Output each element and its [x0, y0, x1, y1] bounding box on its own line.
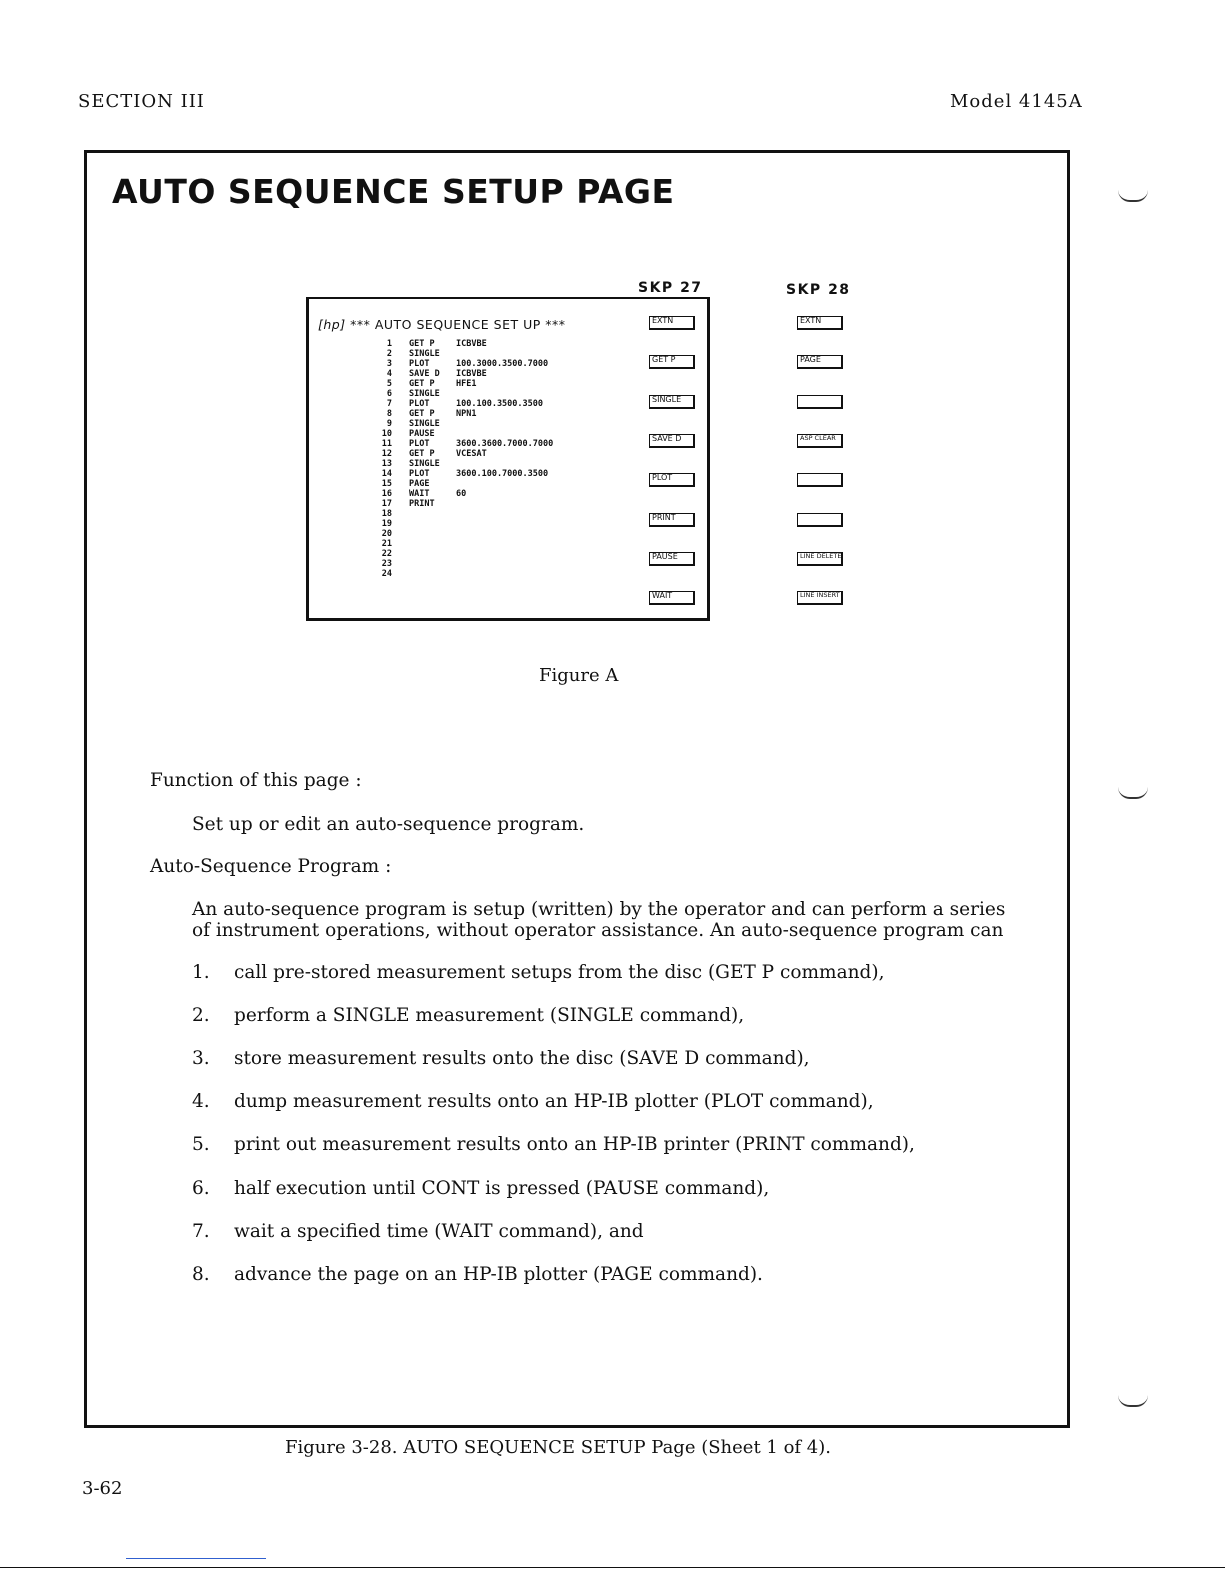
- margin-mark: [1118, 1395, 1148, 1407]
- skp27-softkey[interactable]: PLOT: [649, 473, 695, 487]
- list-item: [192, 1178, 769, 1199]
- program-line: [364, 489, 553, 499]
- function-text: Set up or edit an auto-sequence program.: [192, 814, 585, 835]
- list-item: [192, 1048, 810, 1069]
- page-number: 3-62: [82, 1478, 123, 1499]
- skp28-softkey[interactable]: [797, 395, 843, 409]
- list-item-text: perform a SINGLE measurement (SINGLE command),: [234, 1005, 745, 1026]
- skp27-softkey[interactable]: SAVE D: [649, 434, 695, 448]
- line-number: 13: [381, 459, 392, 469]
- list-item-text: half execution until CONT is pressed (PAUSE command),: [234, 1178, 770, 1199]
- list-item: [192, 962, 884, 983]
- list-item-text: store measurement results onto the disc (SAVE D command),: [234, 1048, 810, 1069]
- line-argument: 100.3000.3500.7000: [456, 359, 549, 369]
- program-line: [364, 549, 553, 559]
- line-command: PLOT: [409, 359, 430, 369]
- line-number: 22: [381, 549, 392, 559]
- list-item-text: wait a specified time (WAIT command), and: [234, 1221, 644, 1242]
- line-number: 5: [386, 379, 392, 389]
- skp27-softkey[interactable]: PRINT: [649, 513, 695, 527]
- skp27-softkey[interactable]: PAUSE: [649, 552, 695, 566]
- program-line: [364, 539, 553, 549]
- figure-a-caption: Figure A: [539, 665, 619, 686]
- line-command: [409, 559, 456, 569]
- program-line: [364, 439, 553, 449]
- line-number: 19: [381, 519, 392, 529]
- skp28-softkey[interactable]: [797, 473, 843, 487]
- line-number: 3: [386, 359, 392, 369]
- scan-mark: [126, 1558, 266, 1559]
- line-argument: ICBVBE: [456, 339, 487, 349]
- line-command: [409, 539, 456, 549]
- line-command: SINGLE: [409, 459, 440, 469]
- program-line: [364, 399, 553, 409]
- list-item-number: 1.: [192, 962, 210, 983]
- line-command: [409, 509, 456, 519]
- line-command: SAVE D: [409, 369, 440, 379]
- figure-caption: Figure 3-28. AUTO SEQUENCE SETUP Page (Sheet 1 of 4).: [285, 1437, 832, 1458]
- program-line: [364, 469, 553, 479]
- program-line: [364, 479, 553, 489]
- program-line: [364, 369, 553, 379]
- line-number: 12: [381, 449, 392, 459]
- program-line: [364, 339, 553, 349]
- line-command: GET P: [409, 339, 435, 349]
- line-number: 23: [381, 559, 392, 569]
- line-number: 1: [386, 339, 392, 349]
- list-item: [192, 1091, 874, 1112]
- line-number: 15: [381, 479, 392, 489]
- line-command: SINGLE: [409, 419, 440, 429]
- program-line: [364, 449, 553, 459]
- line-command: PAUSE: [409, 429, 435, 439]
- program-line: [364, 359, 553, 369]
- program-heading: Auto-Sequence Program :: [150, 856, 392, 877]
- line-command: PLOT: [409, 439, 430, 449]
- line-number: 21: [381, 539, 392, 549]
- line-argument: HFE1: [456, 379, 477, 389]
- screen-heading-text: *** AUTO SEQUENCE SET UP ***: [350, 317, 566, 332]
- function-heading: Function of this page :: [150, 770, 362, 791]
- program-line: [364, 509, 553, 519]
- list-item: [192, 1005, 744, 1026]
- line-number: 20: [381, 529, 392, 539]
- line-number: 24: [381, 569, 392, 579]
- skp28-softkey[interactable]: [797, 513, 843, 527]
- line-command: PAGE: [409, 479, 430, 489]
- list-item-number: 4.: [192, 1091, 210, 1112]
- program-line: [364, 559, 553, 569]
- line-number: 14: [381, 469, 392, 479]
- program-line: [364, 499, 553, 509]
- line-number: 8: [386, 409, 392, 419]
- model-label: Model 4145A: [950, 91, 1083, 112]
- list-item: [192, 1264, 763, 1285]
- line-number: 18: [381, 509, 392, 519]
- line-command: [409, 519, 456, 529]
- program-text-1: An auto-sequence program is setup (written) by the operator and can perform a series: [192, 899, 1006, 920]
- line-command: GET P: [409, 409, 435, 419]
- program-listing: [364, 339, 553, 579]
- line-number: 2: [386, 349, 392, 359]
- list-item-text: print out measurement results onto an HP-IB printer (PRINT command),: [234, 1134, 915, 1155]
- list-item-number: 2.: [192, 1005, 210, 1026]
- program-line: [364, 519, 553, 529]
- line-argument: 60: [456, 489, 467, 499]
- program-line: [364, 389, 553, 399]
- program-line: [364, 459, 553, 469]
- list-item: [192, 1221, 644, 1242]
- line-command: SINGLE: [409, 349, 440, 359]
- bottom-rule: [0, 1567, 1225, 1568]
- line-number: 7: [386, 399, 392, 409]
- list-item-text: call pre-stored measurement setups from the disc (GET P command),: [234, 962, 885, 983]
- list-item-number: 5.: [192, 1134, 210, 1155]
- crt-screen: [306, 297, 710, 621]
- skp28-softkey[interactable]: ASP CLEAR: [797, 434, 843, 448]
- line-number: 9: [386, 419, 392, 429]
- line-command: PLOT: [409, 469, 430, 479]
- line-command: WAIT: [409, 489, 430, 499]
- program-line: [364, 429, 553, 439]
- line-command: [409, 569, 456, 579]
- list-item-number: 6.: [192, 1178, 210, 1199]
- list-item-text: advance the page on an HP-IB plotter (PAGE command).: [234, 1264, 763, 1285]
- program-line: [364, 419, 553, 429]
- line-argument: ICBVBE: [456, 369, 487, 379]
- line-number: 17: [381, 499, 392, 509]
- skp27-softkey[interactable]: EXTN: [649, 316, 695, 330]
- line-command: GET P: [409, 379, 435, 389]
- margin-mark: [1118, 190, 1148, 202]
- skp28-softkey[interactable]: LINE INSERT: [797, 591, 843, 605]
- line-command: SINGLE: [409, 389, 440, 399]
- line-number: 11: [381, 439, 392, 449]
- line-argument: 100.100.3500.3500: [456, 399, 543, 409]
- program-line: [364, 409, 553, 419]
- list-item-number: 3.: [192, 1048, 210, 1069]
- line-command: [409, 549, 456, 559]
- line-number: 6: [386, 389, 392, 399]
- list-item: [192, 1134, 915, 1155]
- page-title: AUTO SEQUENCE SETUP PAGE: [112, 172, 675, 211]
- margin-mark: [1118, 787, 1148, 799]
- skp28-softkey[interactable]: PAGE: [797, 355, 843, 369]
- line-number: 16: [381, 489, 392, 499]
- line-argument: NPN1: [456, 409, 477, 419]
- line-argument: VCESAT: [456, 449, 487, 459]
- section-label: SECTION III: [78, 91, 205, 112]
- line-command: PLOT: [409, 399, 430, 409]
- hp-logo: [hp]: [318, 317, 346, 332]
- program-line: [364, 379, 553, 389]
- list-item-number: 8.: [192, 1264, 210, 1285]
- skp28-softkey[interactable]: EXTN: [797, 316, 843, 330]
- program-text-2: of instrument operations, without operator assistance. An auto-sequence program can: [192, 920, 1004, 941]
- skp27-title: SKP 27: [638, 280, 703, 296]
- list-item-text: dump measurement results onto an HP-IB plotter (PLOT command),: [234, 1091, 874, 1112]
- program-line: [364, 569, 553, 579]
- screen-heading: [318, 317, 566, 332]
- line-command: [409, 529, 456, 539]
- line-command: PRINT: [409, 499, 435, 509]
- program-line: [364, 349, 553, 359]
- line-argument: 3600.3600.7000.7000: [456, 439, 554, 449]
- line-number: 4: [386, 369, 392, 379]
- skp28-softkey[interactable]: LINE DELETE: [797, 552, 843, 566]
- line-command: GET P: [409, 449, 435, 459]
- skp27-softkey[interactable]: WAIT: [649, 591, 695, 605]
- skp28-title: SKP 28: [786, 282, 851, 298]
- skp27-softkey[interactable]: SINGLE: [649, 395, 695, 409]
- list-item-number: 7.: [192, 1221, 210, 1242]
- program-line: [364, 529, 553, 539]
- line-number: 10: [381, 429, 392, 439]
- line-argument: 3600.100.7000.3500: [456, 469, 549, 479]
- skp27-softkey[interactable]: GET P: [649, 355, 695, 369]
